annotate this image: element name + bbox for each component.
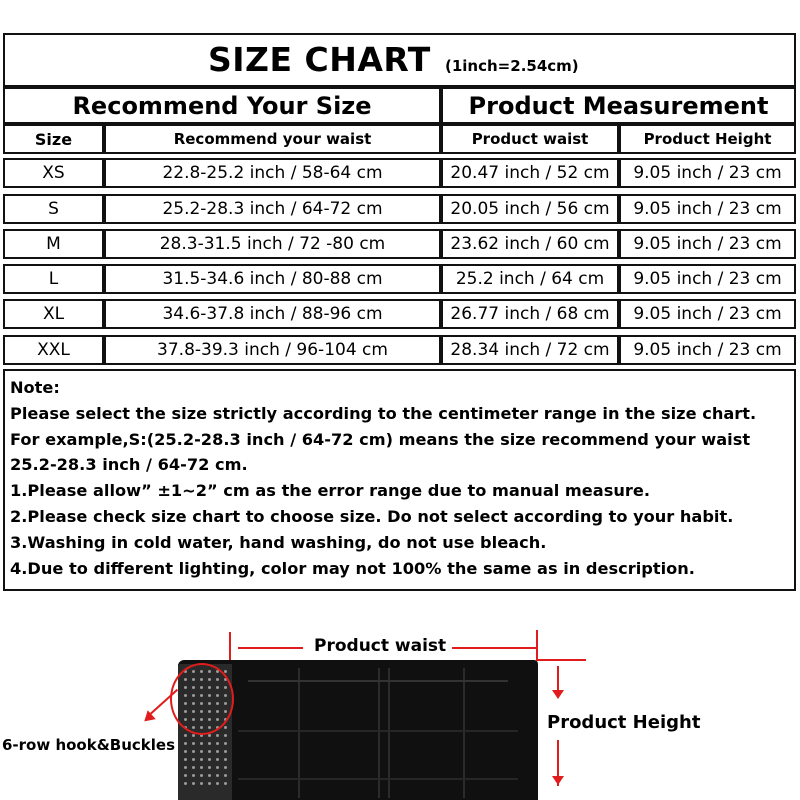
height-arrow-down-icon (552, 690, 564, 699)
product-height-label: Product Height (547, 712, 701, 733)
hook-highlight-circle (170, 663, 234, 735)
hook-dot (224, 758, 227, 761)
height-arrow-line (557, 666, 559, 692)
waist-arrow-line (452, 647, 536, 649)
hook-dot (200, 742, 203, 745)
hook-dot (224, 782, 227, 785)
product-height-cell: 9.05 inch / 23 cm (619, 264, 796, 294)
table-row (3, 264, 796, 294)
product-height-cell: 9.05 inch / 23 cm (619, 229, 796, 259)
product-waist-cell: 28.34 inch / 72 cm (441, 335, 619, 365)
table-row (3, 299, 796, 329)
table-row (3, 229, 796, 259)
note-line: 4.Due to different lighting, color may not 100% the same as in description. (10, 558, 695, 578)
hook-dot (200, 758, 203, 761)
product-waist-cell: 23.62 inch / 60 cm (441, 229, 619, 259)
product-waist-cell: 20.05 inch / 56 cm (441, 194, 619, 224)
hook-dot (224, 774, 227, 777)
product-waist-cell: 26.77 inch / 68 cm (441, 299, 619, 329)
size-cell: L (3, 264, 104, 294)
size-cell: M (3, 229, 104, 259)
hook-dot (192, 766, 195, 769)
hook-dot (224, 742, 227, 745)
waist-belt-image (178, 660, 538, 800)
hook-dot (216, 742, 219, 745)
hook-dot (224, 750, 227, 753)
hook-dot (216, 734, 219, 737)
product-height-cell: 9.05 inch / 23 cm (619, 158, 796, 188)
recommend-waist-cell: 28.3-31.5 inch / 72 -80 cm (104, 229, 441, 259)
product-measurement-header: Product Measurement (441, 87, 796, 124)
hook-dot (192, 774, 195, 777)
table-row (3, 335, 796, 365)
product-waist-label: Product waist (314, 636, 447, 656)
note-line: 25.2-28.3 inch / 64-72 cm. (10, 455, 248, 475)
hook-dot (224, 726, 227, 729)
hook-dot (208, 758, 211, 761)
hook-dot (192, 734, 195, 737)
height-arrow-down-icon (552, 776, 564, 785)
note-line: 1.Please allow” ±1~2” cm as the error range due to manual measure. (10, 481, 650, 501)
table-row (3, 158, 796, 188)
recommend-waist-cell: 34.6-37.8 inch / 88-96 cm (104, 299, 441, 329)
product-height-cell: 9.05 inch / 23 cm (619, 194, 796, 224)
note-heading: Note: (10, 378, 60, 397)
recommend-size-header: Recommend Your Size (3, 87, 441, 124)
hook-buckles-label: 6-row hook&Buckles (2, 736, 176, 754)
hook-dot (216, 766, 219, 769)
hook-dot (200, 766, 203, 769)
hook-dot (216, 782, 219, 785)
waist-right-marker (536, 630, 538, 660)
recommend-waist-cell: 31.5-34.6 inch / 80-88 cm (104, 264, 441, 294)
product-height-column-header: Product Height (619, 124, 796, 154)
recommend-waist-cell: 25.2-28.3 inch / 64-72 cm (104, 194, 441, 224)
table-row (3, 194, 796, 224)
hook-dot (192, 742, 195, 745)
waist-left-marker (229, 632, 231, 660)
hook-dot (224, 766, 227, 769)
hook-dot (192, 782, 195, 785)
hook-dot (200, 750, 203, 753)
hook-dot (184, 758, 187, 761)
hook-dot (200, 774, 203, 777)
hook-dot (192, 750, 195, 753)
hook-dot (184, 766, 187, 769)
hook-dot (208, 782, 211, 785)
recommend-waist-cell: 37.8-39.3 inch / 96-104 cm (104, 335, 441, 365)
hook-dot (208, 750, 211, 753)
hook-dot (184, 782, 187, 785)
notes-box (3, 369, 796, 591)
product-waist-column-header: Product waist (441, 124, 619, 154)
recommend-waist-column-header: Recommend your waist (104, 124, 441, 154)
size-cell: S (3, 194, 104, 224)
product-height-cell: 9.05 inch / 23 cm (619, 335, 796, 365)
hook-dot (184, 774, 187, 777)
hook-dot (184, 742, 187, 745)
product-waist-cell: 20.47 inch / 52 cm (441, 158, 619, 188)
height-top-marker (536, 659, 586, 661)
hook-dot (208, 742, 211, 745)
hook-dot (192, 758, 195, 761)
size-cell: XS (3, 158, 104, 188)
size-column-header: Size (3, 124, 104, 154)
product-waist-cell: 25.2 inch / 64 cm (441, 264, 619, 294)
hook-dot (184, 750, 187, 753)
hook-dot (208, 774, 211, 777)
product-height-cell: 9.05 inch / 23 cm (619, 299, 796, 329)
note-line: 3.Washing in cold water, hand washing, do not use bleach. (10, 532, 547, 552)
note-line: Please select the size strictly according to the centimeter range in the size chart. (10, 403, 757, 423)
recommend-waist-cell: 22.8-25.2 inch / 58-64 cm (104, 158, 441, 188)
chart-title: SIZE CHART (208, 40, 431, 79)
size-cell: XXL (3, 335, 104, 365)
unit-conversion-note: (1inch=2.54cm) (445, 57, 579, 75)
note-line: 2.Please check size chart to choose size. Do not select according to your habit. (10, 506, 734, 526)
hook-dot (216, 774, 219, 777)
hook-dot (208, 766, 211, 769)
note-line: For example,S:(25.2-28.3 inch / 64-72 cm) means the size recommend your waist (10, 429, 751, 449)
hook-dot (224, 734, 227, 737)
hook-dot (208, 734, 211, 737)
hook-dot (216, 750, 219, 753)
size-cell: XL (3, 299, 104, 329)
hook-dot (200, 782, 203, 785)
waist-arrow-line (238, 647, 303, 649)
hook-dot (216, 758, 219, 761)
hook-dot (184, 734, 187, 737)
